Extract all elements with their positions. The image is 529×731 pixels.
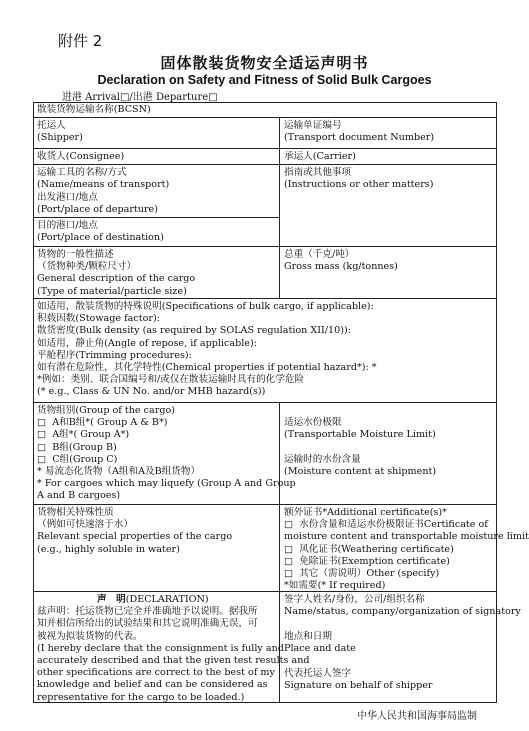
- general-description-field[interactable]: 货物的一般性描述 （货物种类/颗粒尺寸） General description of the cargo (Type of material/particle size): [37, 249, 196, 297]
- port-of-departure-field[interactable]: 出发港口/地点 (Port/place of departure): [37, 192, 158, 216]
- moisture-content-field[interactable]: 运输时的水份含量 (Moisture content at shipment): [284, 454, 437, 478]
- arrival-departure-selector[interactable]: 进港 Arrival□/出港 Departure□: [62, 92, 218, 103]
- exemption-certificate-option[interactable]: □ 免除证书(Exemption certificate): [284, 555, 450, 567]
- column-divider: [279, 117, 280, 298]
- bcsn-field[interactable]: 散装货物运输名称(BCSN): [37, 104, 151, 115]
- signature-field[interactable]: 代表托运人签字 Signature on behalf of shipper: [284, 668, 433, 692]
- port-of-destination-field[interactable]: 目的港口/地点 (Port/place of destination): [37, 220, 164, 244]
- checkbox[interactable]: □: [284, 555, 294, 567]
- moisture-certificate-option[interactable]: □ 水份含量和适运水份极限证书Certificate of: [284, 519, 488, 531]
- signatory-name-field[interactable]: 签字人姓名/身份，公司/组织名称 Name/status, company/organization of signatory: [284, 594, 521, 618]
- instructions-field[interactable]: 指南或其他事项 (Instructions or other matters): [284, 167, 434, 191]
- row-divider: [34, 402, 496, 403]
- checkbox[interactable]: □: [284, 543, 294, 555]
- transport-document-number-field[interactable]: 运输单证编号 (Transport document Number): [284, 120, 435, 144]
- checkbox[interactable]: □: [37, 441, 47, 453]
- relevant-properties-field[interactable]: 货物相关特殊性质 （例如可快速溶于水） Relevant special properties of the cargo (e.g., highly soluble in water): [37, 507, 233, 555]
- row-divider: [34, 217, 279, 218]
- annex-label: 附件 2: [58, 32, 103, 50]
- row-divider: [34, 148, 496, 149]
- title-chinese: 固体散装货物安全适运声明书: [160, 54, 369, 72]
- other-certificate-option[interactable]: □ 其它（需说明）Other (specify): [284, 568, 440, 580]
- issuer-footer: 中华人民共和国海事局监制: [357, 711, 477, 722]
- row-divider: [34, 117, 496, 118]
- moisture-limit-field[interactable]: 适运水份极限 (Transportable Moisture Limit): [284, 417, 436, 441]
- place-and-date-field[interactable]: 地点和日期 Place and date: [284, 631, 356, 655]
- checkbox[interactable]: □: [37, 417, 47, 429]
- checkbox[interactable]: □: [37, 429, 47, 441]
- group-c-option[interactable]: □ C组(Group C): [37, 453, 118, 465]
- declaration-form-table: [33, 102, 529, 703]
- shipper-field[interactable]: 托运人 (Shipper): [37, 120, 83, 144]
- declaration-section: 声 明(DECLARATION) 兹声明：托运货物已完全并准确地予以说明。据我所 知并相信所给出的试验结果和其它说明准确无误，可 被视为拟装货物的代表。 (I hereby declare that the consignment is fully and accurately described and that the given test results and other specifications are correct to the best of my knowledge and belief and can be considered as representative for the cargo to be loaded.): [37, 594, 310, 703]
- row-divider: [34, 298, 496, 299]
- weathering-certificate-option[interactable]: □ 风化证书(Weathering certificate): [284, 543, 454, 555]
- checkbox[interactable]: □: [284, 568, 294, 580]
- cargo-group-field: 货物组别(Group of the cargo) □ A和B组*( Group A & B*) □ A组*( Group A*) □ B组(Group B) □ C组(Group C) * 易流态化货物（A组和A及B组货物） * For cargoes which may liquefy (Group A and Group A and B cargoes): [37, 405, 296, 502]
- consignee-field[interactable]: 收货人(Consignee): [37, 151, 125, 162]
- gross-mass-field[interactable]: 总重（千克/吨） Gross mass (kg/tonnes): [284, 249, 398, 273]
- specifications-field[interactable]: 如适用，散装货物的特殊说明(Specifications of bulk cargo, if applicable): 积载因数(Stowage factor): 散货密度(Bulk density (as required by SOLAS regulation XII/10)): 如适用，静止角(Angle of repose, if applicable): 平舱程序(Trimming procedures): 如有潜在危险性，其化学特性(Chemical properties if potential hazard*): * *例如：类别、联合国编号和/或仅在散装运输时具有的化学危险 (* e.g., Class & UN No. and/or MHB hazard(s)): [37, 301, 377, 398]
- checkbox[interactable]: □: [37, 453, 47, 465]
- group-b-option[interactable]: □ B组(Group B): [37, 441, 117, 453]
- row-divider: [34, 164, 496, 165]
- declaration-heading: 声 明: [97, 594, 126, 605]
- checkbox[interactable]: □: [284, 519, 294, 531]
- additional-certificates-field: 额外证书*Additional certificate(s)* □ 水份含量和适运水份极限证书Certificate of moisture content and transportable moisture limit □ 风化证书(Weathering certificate) □ 免除证书(Exemption certificate) □ 其它（需说明）Other (specify) *如需要(* If required): [284, 507, 529, 592]
- row-divider: [34, 246, 496, 247]
- title-english: Declaration on Safety and Fitness of Solid Bulk Cargoes: [97, 73, 432, 87]
- group-a-and-b-option[interactable]: □ A和B组*( Group A & B*): [37, 417, 168, 429]
- group-a-option[interactable]: □ A组*( Group A*): [37, 429, 130, 441]
- transport-means-field[interactable]: 运输工具的名称/方式 (Name/means of transport): [37, 167, 170, 191]
- row-divider: [34, 504, 496, 505]
- carrier-field[interactable]: 承运人(Carrier): [284, 151, 356, 162]
